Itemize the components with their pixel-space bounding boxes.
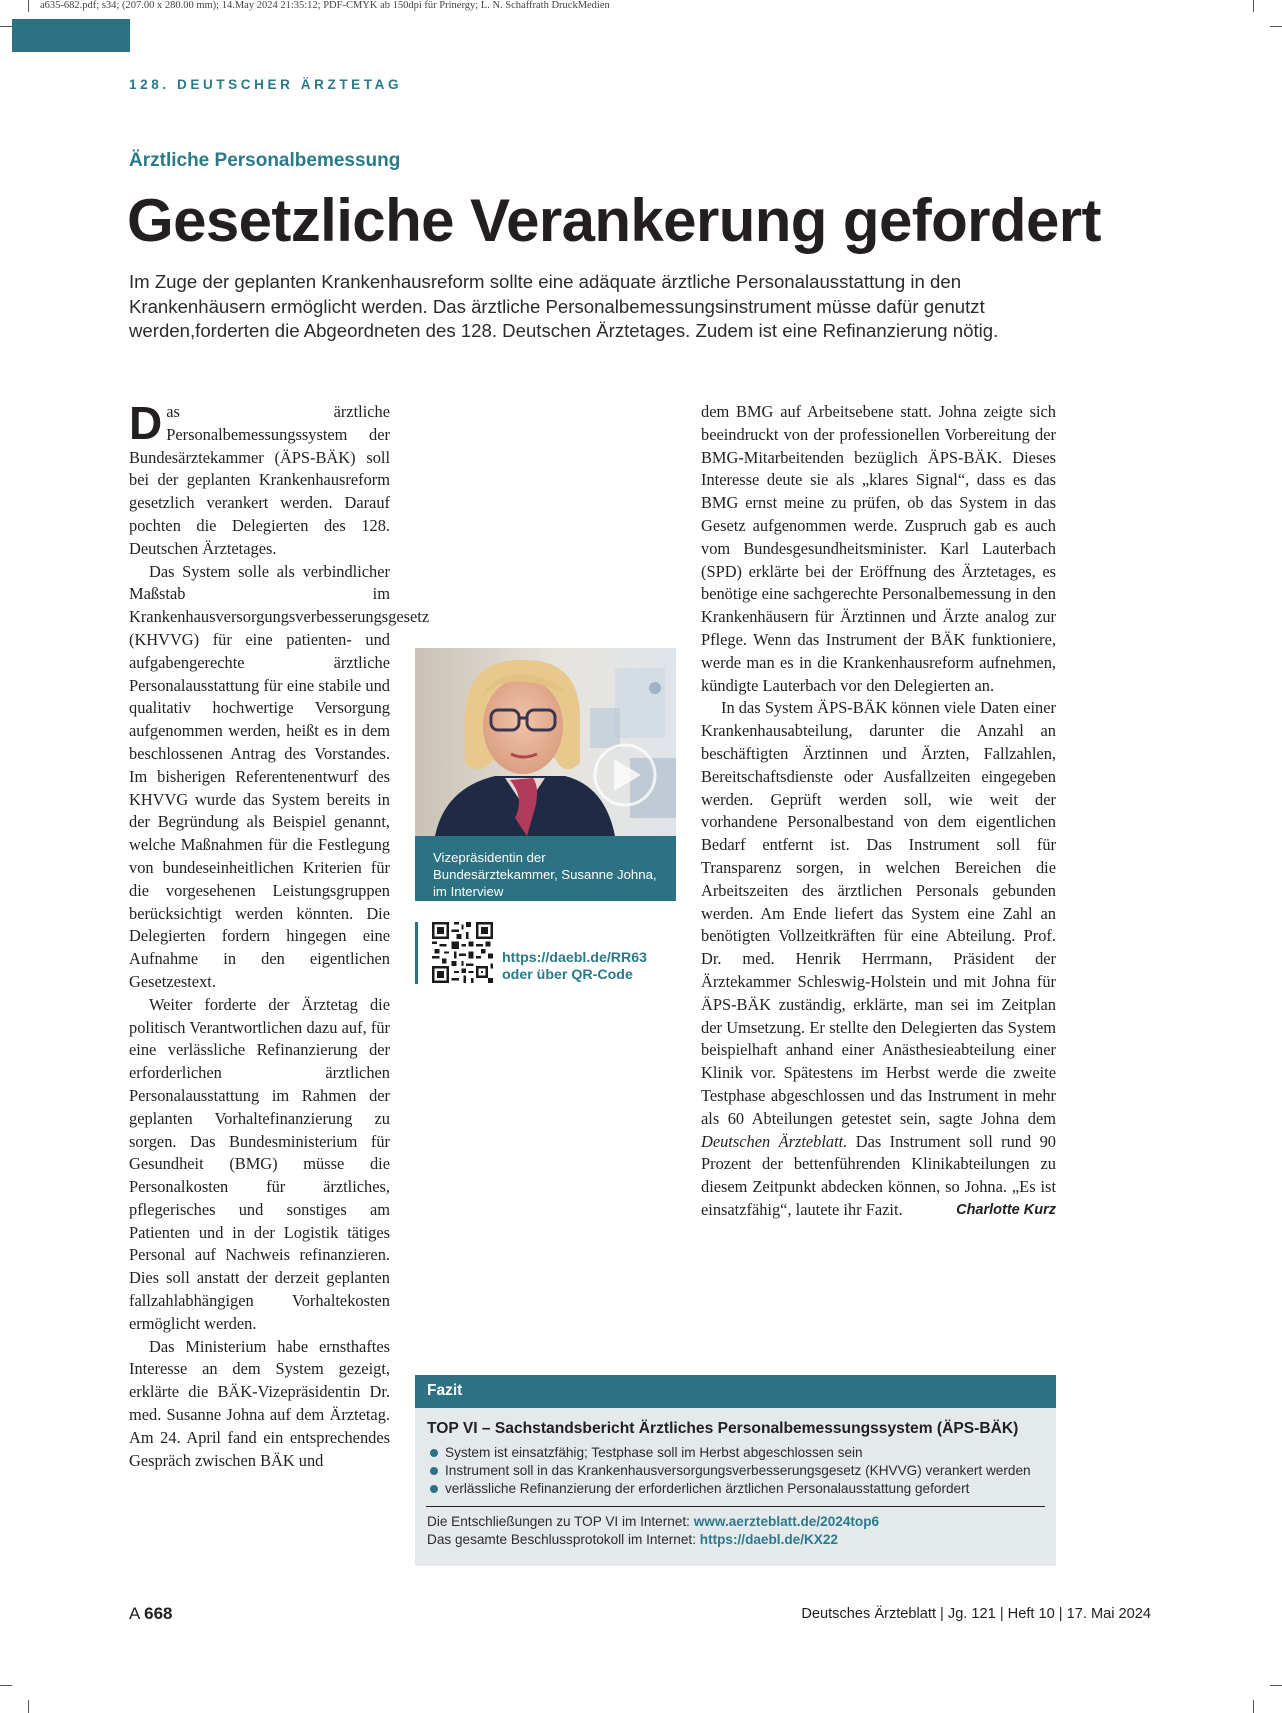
qr-link-block[interactable] <box>415 922 679 984</box>
body-column-left <box>129 397 430 1472</box>
crop-mark-bottom-right <box>1253 1700 1254 1713</box>
paragraph-6-text-b: Das Instrument soll rund 90 Prozent der bettenführenden Klinikabteilungen zu diesem Zeitpunkt abdecken können, so Johna. „Es ist einsatzfähig“, lautete ihr Fazit. <box>701 1131 1056 1219</box>
paragraph-4: Das Ministerium habe ernsthaftes Interesse an dem System gezeigt, erklärte die BÄK-Vizepräsidentin Dr. med. Susanne Johna auf dem Ärztetag. Am 24. April fand ein entsprechendes Gespräch zwischen BÄK und <box>129 1336 390 1470</box>
page-number <box>129 1604 173 1624</box>
video-url[interactable]: https://daebl.de/RR63 <box>502 950 648 966</box>
bullet-icon <box>430 1485 438 1493</box>
paragraph-6 <box>701 697 1056 1221</box>
section-color-tab <box>12 19 130 52</box>
qr-code-icon[interactable] <box>432 922 493 983</box>
crop-mark-bottom-left <box>28 1700 29 1713</box>
paragraph-2: Das System solle als verbindlicher Maßstab im Krankenhausversorgungsverbesserungsgesetz (KHVVG) für eine patienten- und aufgabengerechte ärztliche Personalausstattung für eine stabile und qualitativ hochwertige Versorgung aufgenommen werden, heißt es in dem beschlossenen Antrag des Vorstandes. Im bisherigen Referentenentwurf des KHVVG wurde das System bereits in der Begründung als Beispiel genannt, welche Maßnahmen für die Festlegung von bundeseinheitlichen Kriterien für die vorgesehenen Leistungsgruppen berücksichtigt werden könnten. Die Delegierten fordern hingegen eine Aufnahme in den eigentlichen Gesetzestext. <box>129 561 430 991</box>
section-kicker: 128. DEUTSCHER ÄRZTETAG <box>129 77 403 92</box>
article-rubric: Ärztliche Personalbemessung <box>129 150 401 171</box>
paragraph-6-text-a: In das System ÄPS-BÄK können viele Daten einer Krankenhausabteilung, darunter die Anzahl an beschäftigten Ärztinnen und Ärzten, Fallzahlen, Bereitschaftsdienste oder Ausfallzeiten eingegeben werden. Geprüft werden soll, wie weit der vorhandene Personalbestand von dem eigentlichen Bedarf entfernt ist. Das Instrument soll für Transparenz sorgen, in welchen Bereichen die Arbeitszeiten des ärztlichen Personals gebunden werden. Am Ende liefert das System eine Zahl an benötigten Vollzeitkräften für eine Abteilung. Prof. Dr. med. Henrik Herrmann, Präsident der Ärztekammer Schleswig-Holstein und mit Johna für ÄPS-BÄK zuständig, erklärte, man sei im Zeitplan der Umsetzung. Er stellte den Delegierten das System beispielhaft anhand einer Anästhesieabteilung einer Klinik vor. Spätestens im Herbst werde die zweite Testphase abgeschlossen und das Instrument in mehr als 60 Abteilungen getestet sein, sagte Johna dem <box>701 698 1056 1128</box>
fazit-divider <box>426 1506 1045 1507</box>
author-name: Charlotte Kurz <box>956 1201 1056 1218</box>
article-lead: Im Zuge der geplanten Krankenhausreform sollte eine adäquate ärztliche Personalausstattung in den Krankenhäusern ermöglicht werden. Das ärztliche Personalbemessungsinstrument müsse dafür genutzt werden,forderten die Abgeordneten des 128. Deutschen Ärztetages. Zudem ist eine Refinanzierung nötig. <box>129 271 999 341</box>
list-item-text: Instrument soll in das Krankenhausversorgungsverbesserungsgesetz (KHVVG) verankert werden <box>445 1463 1031 1478</box>
paragraph-3: Weiter forderte der Ärztetag die politisch Verantwortlichen dazu auf, für eine verlässliche Refinanzierung der erforderlichen ärztlichen Personalausstattung im Rahmen der geplanten Vorhaltefinanzierung zu sorgen. Das Bundesministerium für Gesundheit (BMG) müsse die Personalkosten für ärztliches, pflegerisches und sonstiges am Patienten und in der Logistik tätiges Personal auf Nachweis refinanzieren. Dies soll anstatt der derzeit geplanten fallzahlabhängigen Vorhaltekosten ermöglicht werden. <box>129 994 390 1333</box>
folio-prefix: A <box>129 1604 140 1623</box>
paragraph-1 <box>129 397 390 561</box>
fazit-note-2-text: Das gesamte Beschlussprotokoll im Internet: <box>427 1532 700 1547</box>
fazit-box <box>415 1375 1056 1566</box>
photo-caption: Vizepräsidentin der Bundesärztekammer, Susanne Johna, im Interview <box>415 836 676 901</box>
crop-mark-left-bottom <box>0 1685 12 1686</box>
protocol-link[interactable]: https://daebl.de/KX22 <box>699 1532 838 1547</box>
video-link[interactable] <box>502 950 647 984</box>
journal-info: Deutsches Ärzteblatt | Jg. 121 | Heft 10 | 17. Mai 2024 <box>801 1606 1151 1622</box>
crop-mark-top-left <box>28 0 29 12</box>
fazit-list <box>415 1444 1056 1498</box>
fazit-note-1-text: Die Entschließungen zu TOP VI im Internet: <box>427 1514 694 1529</box>
print-info-line: a635-682.pdf; s34; (207.00 x 280.00 mm); 14.May 2024 21:35:12; PDF-CMYK ab 150dpi für Prinergy; L. N. Schaffrath DruckMedien <box>40 0 610 11</box>
crop-mark-top-right <box>1253 0 1254 12</box>
paragraph-1-text: as ärztliche Personalbemessungssystem der Bundesärztekammer (ÄPS-BÄK) soll bei der geplanten Krankenhausreform gesetzlich verankert werden. Darauf pochten die Delegierten des 128. Deutschen Ärztetages. <box>129 402 390 558</box>
fazit-title: TOP VI – Sachstandsbericht Ärztliches Personalbemessungssystem (ÄPS-BÄK) <box>427 1420 1019 1437</box>
bullet-icon <box>430 1449 438 1457</box>
portrait-image <box>415 648 676 836</box>
list-item <box>427 1480 1044 1498</box>
drop-cap: D <box>129 397 163 449</box>
list-item <box>427 1462 1044 1480</box>
article-headline: Gesetzliche Verankerung gefordert <box>127 187 1101 254</box>
bullet-icon <box>430 1467 438 1475</box>
fazit-note-2 <box>415 1531 1056 1549</box>
crop-mark-right-bottom <box>1270 1685 1282 1686</box>
crop-mark-left-top <box>0 26 12 27</box>
paragraph-5: dem BMG auf Arbeitsebene statt. Johna zeigte sich beeindruckt von der professionellen Vorbereitung der BMG-Mitarbeitenden bezüglich ÄPS-BÄK. Dieses Interesse deute sie als „klares Signal“, dass es das BMG ernst meine zu prüfen, ob das System in das Gesetz aufgenommen werde. Zuspruch gab es auch vom Bundesgesundheitsminister. Karl Lauterbach (SPD) erklärte bei der Eröffnung des Ärztetages, es benötige eine sachgerechte Personalbemessung in den Krankenhäusern für Ärztinnen und Ärzte analog zur Pflege. Wenn das Instrument der BÄK funktioniere, werde man es in die Krankenhausreform aufnehmen, kündigte Lauterbach vor den Delegierten an. <box>701 402 1056 695</box>
fazit-heading: Fazit <box>415 1375 1056 1408</box>
folio-number: 668 <box>144 1604 173 1623</box>
list-item-text: verlässliche Refinanzierung der erforderlichen ärztlichen Personalausstattung gefordert <box>445 1481 970 1496</box>
list-item-text: System ist einsatzfähig; Testphase soll im Herbst abgeschlossen sein <box>445 1445 863 1460</box>
fazit-note-1 <box>415 1513 1056 1531</box>
resolutions-link[interactable]: www.aerzteblatt.de/2024top6 <box>693 1514 880 1529</box>
list-item <box>427 1444 1044 1462</box>
video-thumbnail[interactable] <box>415 648 676 836</box>
publication-name: Deutschen Ärzteblatt. <box>701 1131 848 1151</box>
crop-mark-right-top <box>1270 26 1282 27</box>
qr-hint: oder über QR-Code <box>502 967 633 983</box>
body-column-right <box>701 401 1056 1222</box>
